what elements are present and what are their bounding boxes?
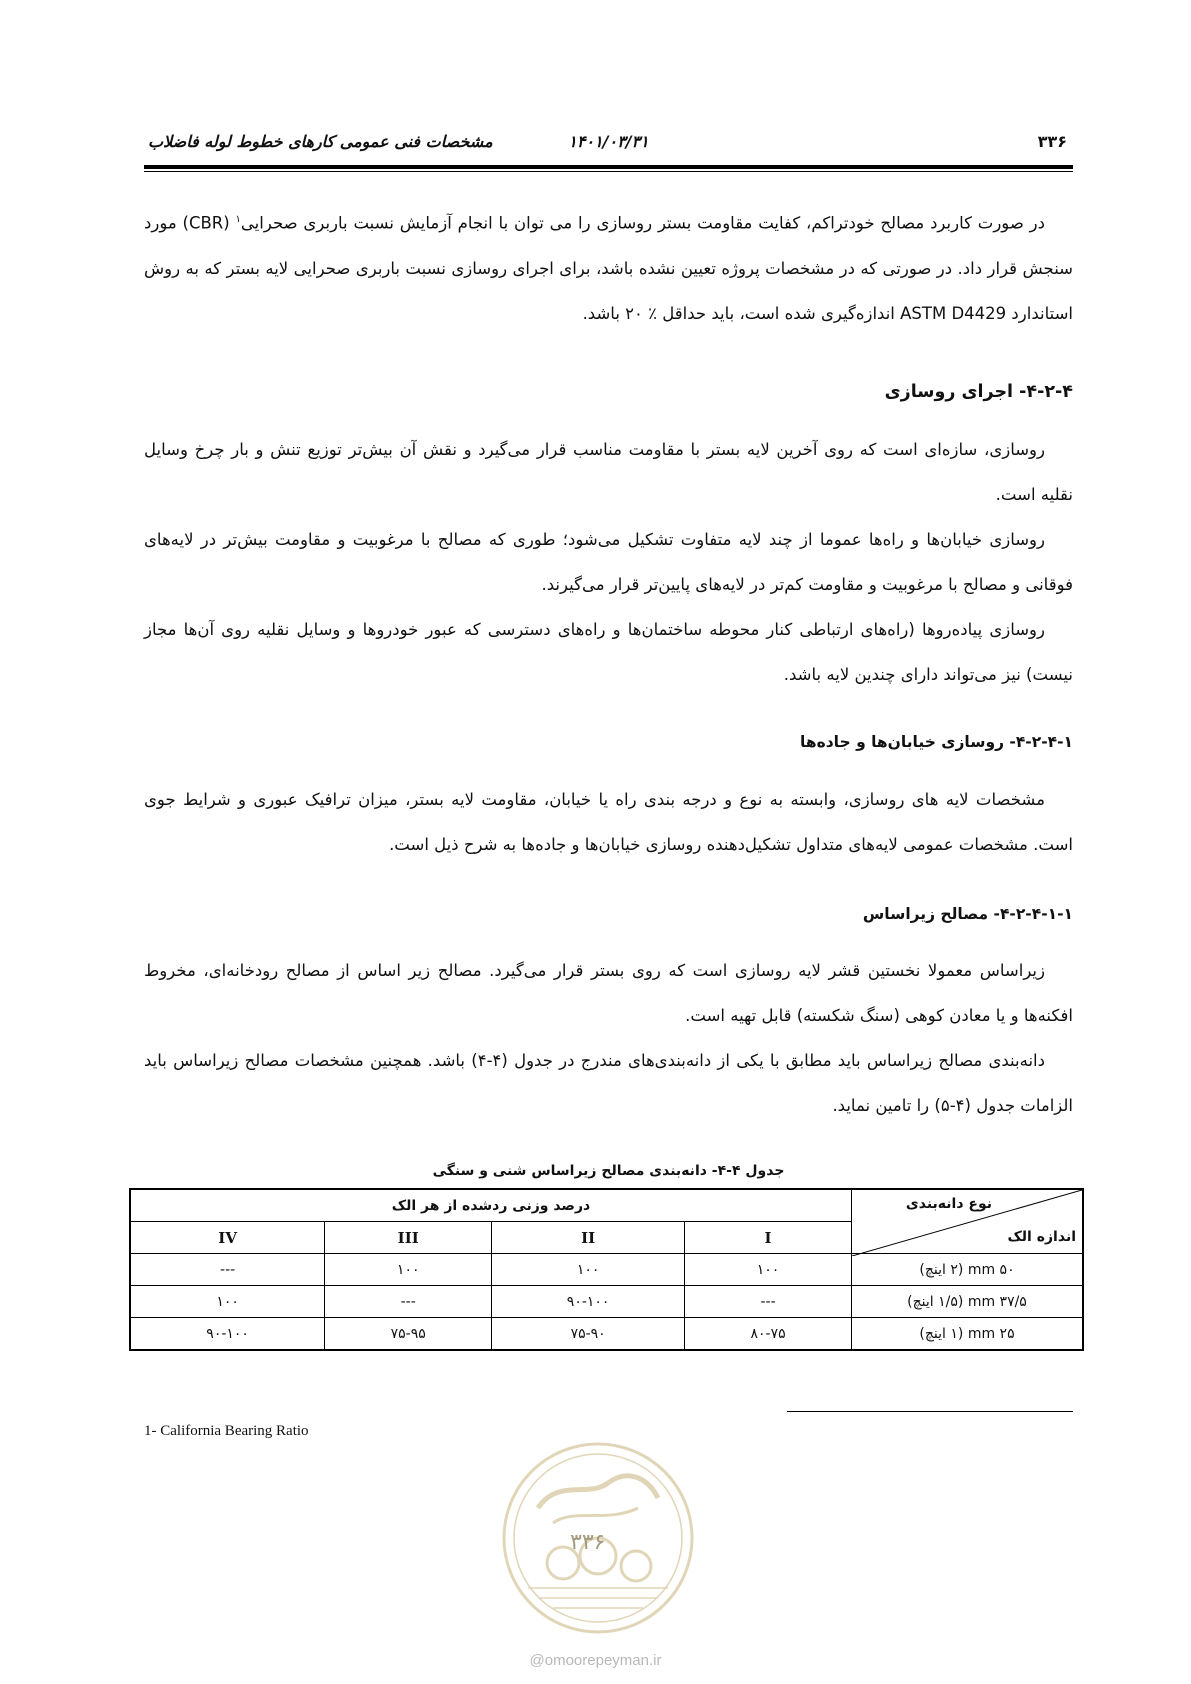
- intro-paragraph: [144, 197, 1073, 336]
- table-row: [130, 1286, 1083, 1318]
- table-cell: ۱۰۰: [492, 1254, 685, 1286]
- table-row: [130, 1254, 1083, 1286]
- table-corner-cell: [852, 1189, 1084, 1254]
- sieve-size-cell: ۳۷/۵ mm (۱/۵ اینچ): [852, 1286, 1084, 1318]
- paragraph: روسازی پیاده‌روها (راه‌های ارتباطی کنار محوطه ساختمان‌ها و راه‌های دسترسی که عبور خودروها و وسایل نقلیه روی آن‌ها مجاز نیست) نیز می‌تواند دارای چندین لایه باشد.: [144, 620, 1073, 684]
- table-cell: ---: [325, 1286, 492, 1318]
- table-cell: ۱۰۰: [325, 1254, 492, 1286]
- column-header: II: [492, 1222, 685, 1254]
- header-rule-thick: [144, 165, 1073, 169]
- table-cell: ۷۵-۹۵: [325, 1318, 492, 1351]
- paragraph: زیراساس معمولا نخستین قشر لایه روسازی است که روی بستر قرار می‌گیرد. مصالح زیر اساس از مصالح رودخانه‌ای، مخروط افکنه‌ها و یا معادن کوهی (سنگ شکسته) قابل تهیه است.: [144, 961, 1073, 1025]
- document-title: مشخصات فنی عمومی کارهای خطوط لوله فاضلاب: [148, 132, 493, 151]
- table-cell: ۹۰-۱۰۰: [130, 1318, 325, 1351]
- table-cell: ۸۰-۷۵: [685, 1318, 852, 1351]
- table-cell: ---: [130, 1254, 325, 1286]
- table-cell: ---: [685, 1286, 852, 1318]
- section-heading-4-2-4: ۴-۲-۴- اجرای روسازی: [884, 382, 1073, 402]
- watermark-url[interactable]: @omoorepeyman.ir: [529, 1652, 662, 1669]
- section-4-2-4-1-body: [144, 777, 1073, 867]
- table-cell: ۷۵-۹۰: [492, 1318, 685, 1351]
- section-4-2-4-1-1-body: [144, 948, 1073, 1128]
- table-cell: ۱۰۰: [130, 1286, 325, 1318]
- header-rule-thin: [144, 171, 1073, 172]
- footnote-ref[interactable]: ۱: [235, 214, 241, 225]
- corner-bottom-label: اندازه الک: [1007, 1229, 1076, 1245]
- sieve-size-cell: ۲۵ mm (۱ اینچ): [852, 1318, 1084, 1351]
- corner-top-label: نوع دانه‌بندی: [905, 1196, 992, 1212]
- column-header: IV: [130, 1222, 325, 1254]
- seal-number: ۳۳۶: [570, 1530, 606, 1555]
- page-header: [144, 128, 1073, 156]
- paragraph: روسازی، سازه‌ای است که روی آخرین لایه بستر با مقاومت مناسب قرار می‌گیرد و نقش آن بیش‌تر توزیع تنش و بار چرخ وسایل نقلیه است.: [144, 440, 1073, 504]
- sieve-size-cell: ۵۰ mm (۲ اینچ): [852, 1254, 1084, 1286]
- intro-text-part1: در صورت کاربرد مصالح خودتراکم، کفایت مقاومت بستر روسازی را می توان با انجام آزمایش نسبت باربری صحرایی: [240, 213, 1045, 233]
- section-heading-4-2-4-1-1: ۴-۲-۴-۱-۱- مصالح زیراساس: [862, 905, 1073, 923]
- paragraph: مشخصات لایه های روسازی، وابسته به نوع و درجه بندی راه یا خیابان، مقاومت لایه بستر، میزان ترافیک عبوری و شرایط جوی است. مشخصات عمومی لایه‌های متداول تشکیل‌دهنده روسازی خیابان‌ها و جاده‌ها به شرح ذیل است.: [144, 790, 1073, 854]
- table-cell: ۹۰-۱۰۰: [492, 1286, 685, 1318]
- section-heading-4-2-4-1: ۴-۲-۴-۱- روسازی خیابان‌ها و جاده‌ها: [800, 733, 1073, 751]
- footnote: 1- California Bearing Ratio: [144, 1423, 309, 1439]
- table-cell: ۱۰۰: [685, 1254, 852, 1286]
- page-number: ۳۳۶: [1037, 132, 1067, 151]
- column-header: I: [685, 1222, 852, 1254]
- paragraph: روسازی خیابان‌ها و راه‌ها عموما از چند لایه متفاوت تشکیل می‌شود؛ طوری که مصالح با مرغوبیت و مقاومت بیش‌تر در لایه‌های فوقانی و مصالح با مرغوبیت و مقاومت کم‌تر در لایه‌های پایین‌تر قرار می‌گیرند.: [144, 530, 1073, 594]
- table-row: [130, 1318, 1083, 1351]
- grading-table: [129, 1188, 1084, 1351]
- section-4-2-4-body: [144, 427, 1073, 697]
- footnote-rule: [787, 1411, 1073, 1412]
- paragraph: دانه‌بندی مصالح زیراساس باید مطابق با یکی از دانه‌بندی‌های مندرج در جدول (۴-۴) باشد. همچنین مشخصات مصالح زیراساس باید الزامات جدول (۴-۵) را تامین نماید.: [144, 1051, 1073, 1115]
- document-date: ۱۴۰۱/۰۳/۳۱: [568, 132, 649, 151]
- column-header: III: [325, 1222, 492, 1254]
- table-caption: جدول ۴-۴- دانه‌بندی مصالح زیراساس شنی و سنگی: [432, 1163, 785, 1179]
- intro-text-part2: (CBR) مورد سنجش قرار داد. در صورتی که در مشخصات پروژه تعیین نشده باشد، برای اجرای روسازی نسبت باربری صحرایی لایه بستر که به روش استاندارد ASTM D4429 اندازه‌گیری شده است، باید حداقل ٪ ۲۰ باشد.: [144, 213, 1073, 323]
- group-header: درصد وزنی ردشده از هر الک: [130, 1189, 852, 1222]
